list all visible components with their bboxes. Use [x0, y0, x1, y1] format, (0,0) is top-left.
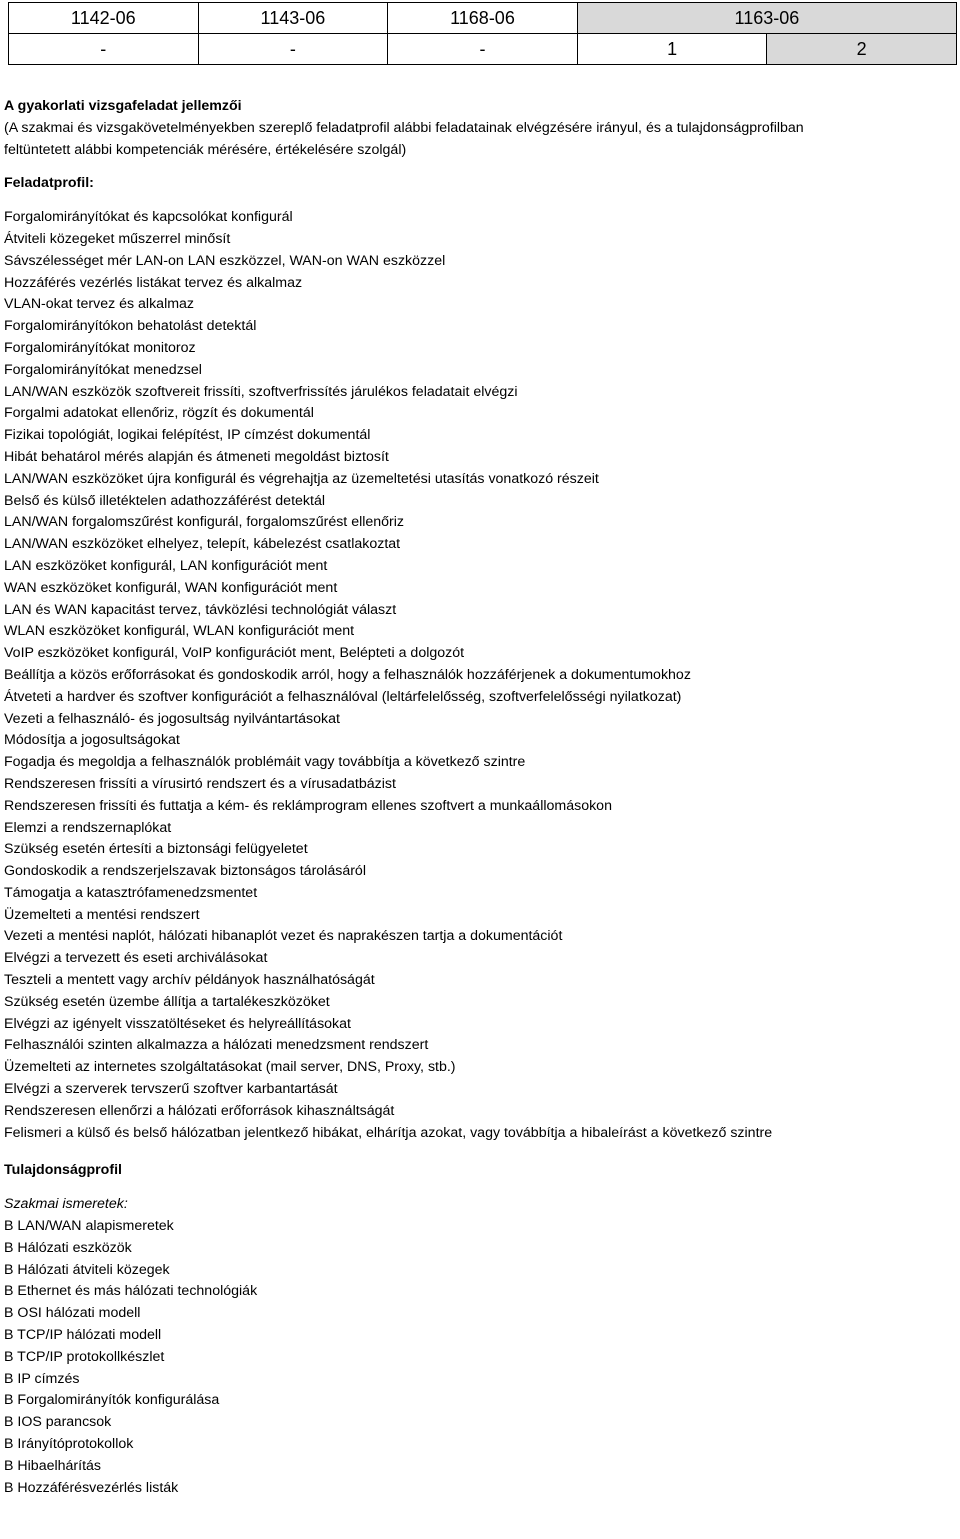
header-value-5: 2 [767, 34, 957, 65]
list-item: Forgalmi adatokat ellenőriz, rögzít és dokumentál [4, 405, 314, 422]
list-item: B Irányítóprotokollok [4, 1436, 134, 1453]
list-item: B Hozzáférésvezérlés listák [4, 1479, 179, 1496]
list-item: Elemzi a rendszernaplókat [4, 819, 172, 836]
list-item: WLAN eszközöket konfigurál, WLAN konfigurációt ment [4, 623, 355, 640]
list-item: B IOS parancsok [4, 1414, 112, 1431]
list-item: Támogatja a katasztrófamenedzsmentet [4, 884, 258, 901]
list-item: B Hibaelhárítás [4, 1457, 101, 1474]
list-item: Felhasználói szinten alkalmazza a hálózati menedzsment rendszert [4, 1037, 429, 1054]
section-title: A gyakorlati vizsgafeladat jellemzői [4, 98, 242, 114]
list-item: B Hálózati eszközök [4, 1239, 132, 1256]
list-item: Belső és külső illetéktelen adathozzáférést detektál [4, 492, 325, 509]
list-item: VoIP eszközöket konfigurál, VoIP konfigurációt ment, Belépteti a dolgozót [4, 645, 465, 662]
list-item: Fizikai topológiát, logikai felépítést, IP címzést dokumentál [4, 427, 371, 444]
szakmai-ismeretek-heading: Szakmai ismeretek: [4, 1196, 128, 1213]
header-value-2: - [198, 34, 388, 65]
list-item: Rendszeresen ellenőrzi a hálózati erőforrások kihasználtságát [4, 1102, 395, 1119]
list-item: Módosítja a jogosultságokat [4, 732, 180, 749]
header-code-2: 1143-06 [198, 3, 388, 34]
list-item: B Hálózati átviteli közegek [4, 1261, 170, 1278]
list-item: Elvégzi a szerverek tervszerű szoftver karbantartását [4, 1081, 338, 1098]
document-body [4, 96, 954, 1499]
list-item: Hibát behatárol mérés alapján és átmeneti megoldást biztosít [4, 448, 389, 465]
list-item: Sávszélességet mér LAN-on LAN eszközzel, WAN-on WAN eszközzel [4, 252, 446, 269]
header-code-3: 1168-06 [388, 3, 578, 34]
list-item: Hozzáférés vezérlés listákat tervez és alkalmaz [4, 274, 303, 291]
list-item: Forgalomirányítókat monitoroz [4, 339, 196, 356]
list-item: LAN/WAN forgalomszűrést konfigurál, forgalomszűrést ellenőriz [4, 514, 405, 531]
tulajdonsagprofil-heading: Tulajdonságprofil [4, 1162, 122, 1179]
list-item: Elvégzi a tervezett és eseti archiválásokat [4, 950, 268, 967]
list-item: Vezeti a mentési naplót, hálózati hibanaplót vezet és naprakészen tartja a dokumentációt [4, 928, 563, 945]
list-item: Rendszeresen frissíti a vírusirtó rendszert és a vírusadatbázist [4, 775, 396, 792]
header-codes-row [9, 3, 957, 34]
header-code-4: 1163-06 [577, 3, 956, 34]
list-item: B Forgalomirányítók konfigurálása [4, 1392, 220, 1409]
list-item: Szükség esetén értesíti a biztonsági felügyeletet [4, 841, 308, 858]
list-item: B OSI hálózati modell [4, 1305, 141, 1322]
list-item: B LAN/WAN alapismeretek [4, 1218, 174, 1235]
list-item: B TCP/IP protokollkészlet [4, 1348, 165, 1365]
list-item: Forgalomirányítókon behatolást detektál [4, 318, 257, 335]
list-item: LAN eszközöket konfigurál, LAN konfigurációt ment [4, 557, 328, 574]
list-item: B TCP/IP hálózati modell [4, 1327, 162, 1344]
list-item: B IP címzés [4, 1370, 80, 1387]
list-item: Átviteli közegeket műszerrel minősít [4, 230, 231, 247]
list-item: LAN/WAN eszközöket újra konfigurál és végrehajtja az üzemeltetési utasítás vonatkozó részeit [4, 470, 599, 487]
section-intro-continued: feltüntetett alábbi kompetenciák mérésére, értékelésére szolgál) [4, 141, 407, 158]
header-values-row [9, 34, 957, 65]
feladatprofil-heading: Feladatprofil: [4, 175, 94, 192]
list-item: LAN/WAN eszközöket elhelyez, telepít, kábelezést csatlakoztat [4, 536, 401, 553]
list-item: B Ethernet és más hálózati technológiák [4, 1283, 258, 1300]
list-item: Beállítja a közös erőforrásokat és gondoskodik arról, hogy a felhasználók hozzáférjenek a dokumentumokhoz [4, 666, 691, 683]
list-item: WAN eszközöket konfigurál, WAN konfigurációt ment [4, 579, 338, 596]
list-item: Vezeti a felhasználó- és jogosultság nyilvántartásokat [4, 710, 340, 727]
list-item: LAN/WAN eszközök szoftvereit frissíti, szoftverfrissítés járulékos feladatait elvégzi [4, 383, 518, 400]
tulajdonsagprofil-list [4, 1216, 954, 1499]
list-item: Üzemelteti az internetes szolgáltatásokat (mail server, DNS, Proxy, stb.) [4, 1059, 456, 1076]
list-item: Forgalomirányítókat és kapcsolókat konfigurál [4, 209, 293, 226]
section-intro: (A szakmai és vizsgakövetelményekben szereplő feladatprofil alábbi feladatainak elvégzésére irányul, és a tulajdonságprofilban [4, 119, 804, 136]
header-value-4: 1 [577, 34, 767, 65]
header-table [8, 2, 957, 65]
list-item: Felismeri a külső és belső hálózatban jelentkező hibákat, elhárítja azokat, vagy továbbítja a hibaleírást a következő szintre [4, 1124, 773, 1141]
feladatprofil-list [4, 207, 954, 1144]
list-item: Elvégzi az igényelt visszatöltéseket és helyreállításokat [4, 1015, 351, 1032]
list-item: Rendszeresen frissíti és futtatja a kém- és reklámprogram ellenes szoftvert a munkaállomásokon [4, 797, 612, 814]
list-item: LAN és WAN kapacitást tervez, távközlési technológiát választ [4, 601, 397, 618]
list-item: Gondoskodik a rendszerjelszavak biztonságos tárolásáról [4, 863, 366, 880]
list-item: Üzemelteti a mentési rendszert [4, 906, 200, 923]
list-item: Szükség esetén üzembe állítja a tartalékeszközöket [4, 993, 330, 1010]
header-value-3: - [388, 34, 578, 65]
header-code-1: 1142-06 [9, 3, 199, 34]
list-item: Teszteli a mentett vagy archív példányok használhatóságát [4, 972, 375, 989]
list-item: Átveteti a hardver és szoftver konfigurációt a felhasználóval (leltárfelelősség, szoftverfelelősségi nyilatkozat) [4, 688, 682, 705]
list-item: VLAN-okat tervez és alkalmaz [4, 296, 195, 313]
header-value-1: - [9, 34, 199, 65]
list-item: Fogadja és megoldja a felhasználók problémáit vagy továbbítja a következő szintre [4, 754, 526, 771]
list-item: Forgalomirányítókat menedzsel [4, 361, 202, 378]
